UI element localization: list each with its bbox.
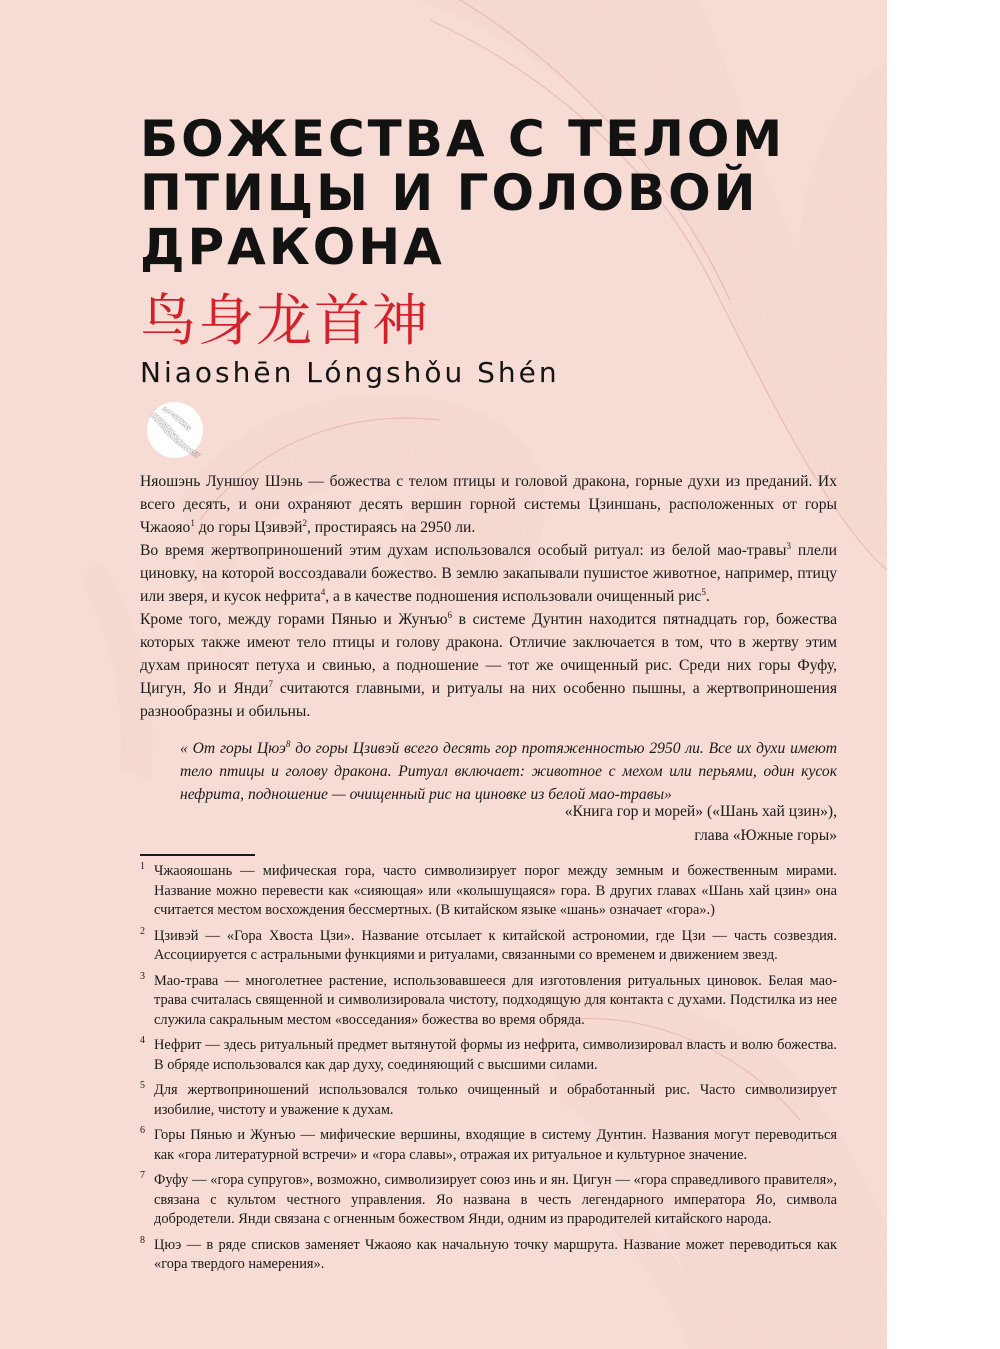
title-line: ПТИЦЫ И ГОЛОВОЙ	[140, 164, 759, 222]
footnote-text: Цзивэй — «Гора Хвоста Цзи». Название отсылает к китайской астрономии, где Цзи — часть созвездия. Ассоциируется с астральными функциями и ритуалами, связанными со временем и движением звезд.	[154, 927, 837, 963]
footnote-number: 8	[140, 1234, 145, 1246]
footnote-number: 2	[140, 925, 145, 937]
paragraph: Во время жертвоприношений этим духам использовался особый ритуал: из белой мао-травы$^3$ плели циновку, на которой воссоздавали божество. В землю закапывали пушистое животное, например, птицу или зверя, и кусок нефрита$^4$, а в качестве подношения использовали очищенный рис$^5$.	[140, 540, 838, 605]
footnote-text: Нефрит — здесь ритуальный предмет вытянутой формы из нефрита, символизировал власть и волю божества. В обряде использовался как дар духу, соединяющий с высшими силами.	[154, 1037, 837, 1073]
footnote	[140, 1081, 837, 1120]
footnote	[140, 1036, 837, 1075]
footnote	[140, 972, 837, 1031]
footnote-number: 5	[140, 1080, 145, 1091]
source-line: «Книга гор и морей» («Шань хай цзин»),	[564, 803, 837, 820]
main-text	[140, 470, 837, 723]
footnote-text: Фуфу — «гора супругов», возможно, символизирует союз инь и ян. Цигун — «гора справедливого правителя», связана с культом честного управления. Яо названа в честь легендарного императора Яо, символа добродетели. Янди связана с огненным божеством Янди, одним из прародителей китайского народа.	[154, 1172, 837, 1227]
footnote	[140, 1126, 837, 1165]
footnote-number: 7	[140, 1170, 145, 1181]
footnote	[140, 1171, 837, 1230]
footnotes	[140, 862, 837, 1281]
paragraph: Кроме того, между горами Пянью и Жунъю$^6$ в системе Дунтин находится пятнадцать гор, божества которых также имеют тело птицы и голову дракона. Отличие заключается в том, что в жертву этим духам приносят петуха и свинью, а подношение — тот же очищенный рис. Среди них горы Фуфу, Цигун, Яо и Янди$^7$ считаются главными, и ритуалы на них особенно пышны, а жертвоприношения разнообразны и обильны.	[140, 609, 838, 720]
source-line: глава «Южные горы»	[694, 827, 837, 844]
footnote-number: 4	[140, 1035, 145, 1046]
footnote-divider	[140, 854, 255, 856]
footnote-text: Горы Пянью и Жунъю — мифические вершины, входящие в систему Дунтин. Названия могут переводиться как «гора литературной встречи» и «гора славы», отражая их ритуальное и культурное значение.	[154, 1127, 837, 1163]
paragraph: Няошэнь Луншоу Шэнь — божества с телом птицы и головой дракона, горные духи из преданий. Их всего десять, и они охраняют десять вершин горной системы Цзиншань, расположенных от горы Чжаояо$^1$ до горы Цзивэй$^2$, простираясь на 2950 ли.	[140, 473, 837, 536]
title-line: БОЖЕСТВА С ТЕЛОМ	[140, 110, 786, 168]
footnote-text: Чжаояошань — мифическая гора, часто символизирует порог между земным и божественным мирами. Название можно перевести как «сияющая» или «колышущаяся» гора. В других главах «Шань хай цзин» она считается местом восхождения бессмертных. (В китайском языке «шань» означает «гора».)	[154, 863, 837, 918]
footnote	[140, 862, 837, 921]
quote-block: « От горы Цюэ$^8$ до горы Цзивэй всего десять гор протяженностью 2950 ли. Все их духи имеют тело птицы и голову дракона. Ритуал включает: животное с мехом или перьями, один кусок нефрита, подношение — очищенный рис на циновке из белой мао-травы»	[180, 738, 837, 803]
footnote-text: Мао-трава — многолетнее растение, использовавшееся для изготовления ритуальных циновок. Белая мао-трава считалась священной и символизировала чистоту, подходящую для контакта с духами. Подстилка из нее служила сакральным местом «восседания» божества во время обряда.	[154, 972, 837, 1028]
footnote-number: 6	[140, 1125, 145, 1136]
page-title	[140, 112, 840, 274]
pinyin-title: Niaoshēn Lóngshǒu Shén	[140, 356, 560, 389]
title-line: ДРАКОНА	[140, 218, 445, 276]
footnote-text: Цюэ — в ряде списков заменяет Чжаояо как начальную точку маршрута. Название может переводиться как «гора твердого намерения».	[154, 1236, 837, 1272]
footnote-number: 1	[140, 861, 145, 872]
footnote-text: Для жертвоприношений использовался только очищенный и обработанный рис. Часто символизирует изобилие, чистоту и уважение к духам.	[154, 1082, 837, 1118]
footnote	[140, 1236, 837, 1275]
chinese-title: 鸟身龙首神	[140, 289, 430, 354]
footnote	[140, 927, 837, 966]
quote-source	[437, 800, 837, 848]
footnote-number: 3	[140, 970, 145, 982]
seal-icon	[140, 398, 210, 460]
